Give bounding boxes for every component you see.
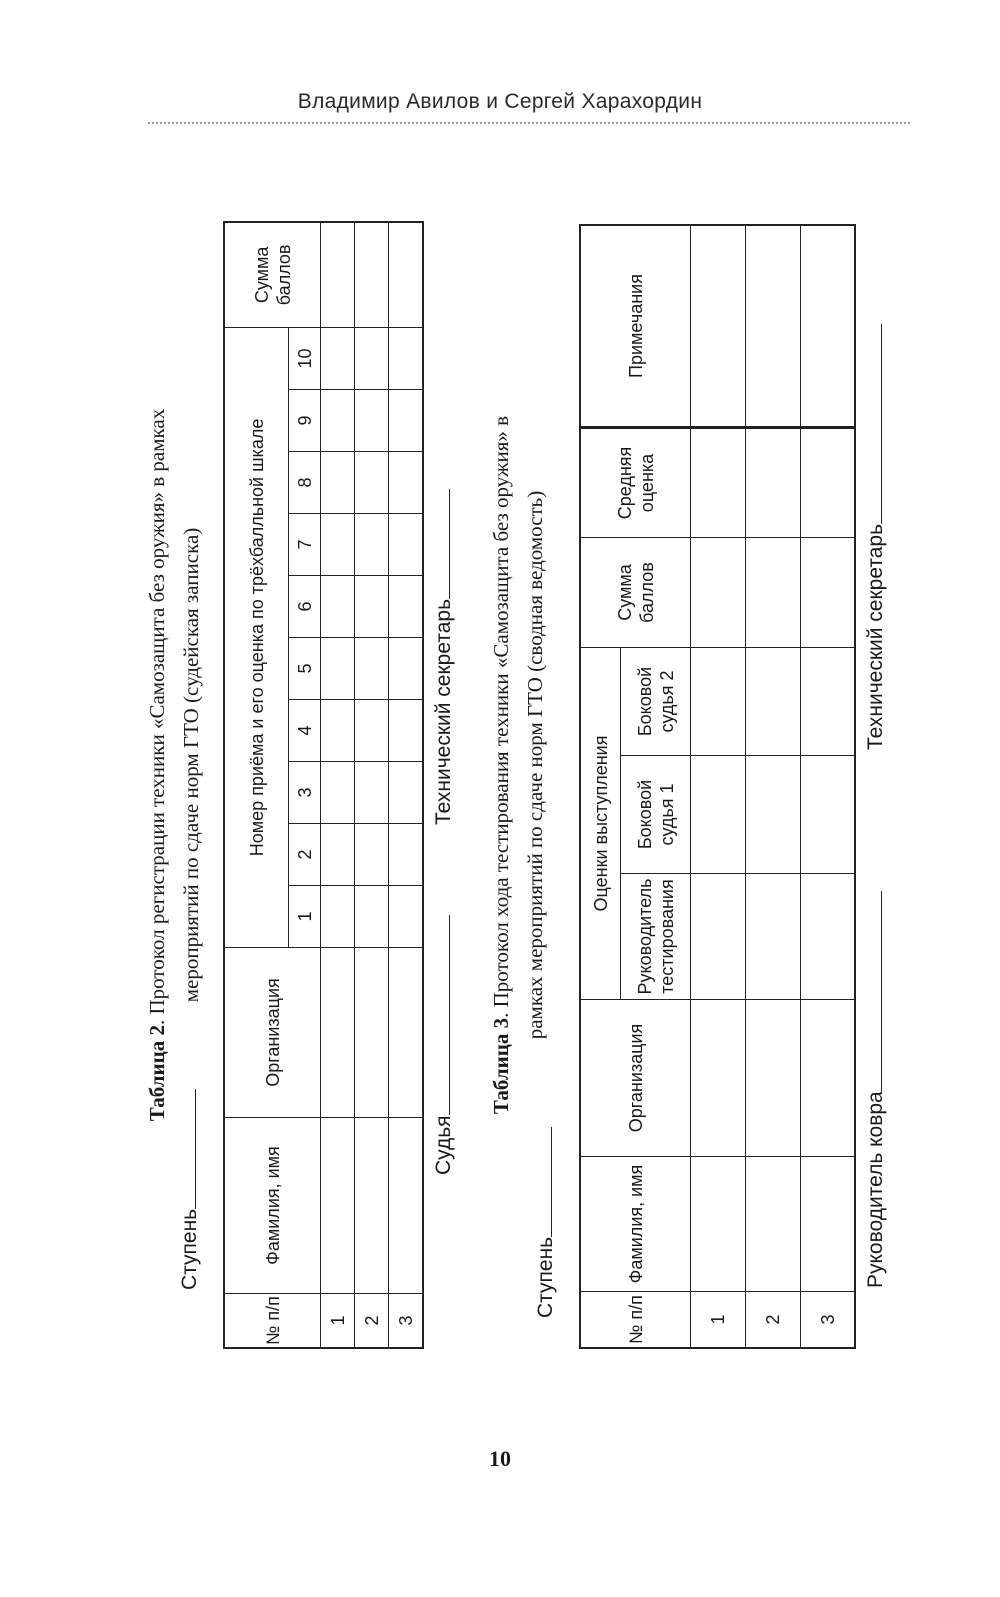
table3-secretary-label: Технический секретарь <box>864 523 887 750</box>
t2-tech-num: 3 <box>289 762 321 824</box>
t2-tech-num: 6 <box>289 576 321 638</box>
t2-tech-num: 5 <box>289 638 321 700</box>
t2-cell <box>321 700 355 762</box>
table2 <box>224 222 423 1348</box>
t2-tech-num: 2 <box>289 824 321 886</box>
t2-header-name: Фамилия, имя <box>225 1118 321 1294</box>
t3-row-num: 2 <box>746 1292 801 1348</box>
t2-cell <box>355 762 389 824</box>
table2-stage <box>178 1089 202 1290</box>
t3-cell <box>746 428 801 538</box>
t3-cell <box>691 874 746 1000</box>
t2-cell <box>355 1118 389 1294</box>
t2-row-num: 2 <box>355 1294 389 1348</box>
table3-caption-line1 <box>484 150 518 1380</box>
t2-cell <box>355 638 389 700</box>
t3-header-name: Фамилия, имя <box>581 1157 691 1292</box>
t3-cell <box>746 1157 801 1292</box>
t2-cell <box>321 327 355 389</box>
t2-tech-num: 4 <box>289 700 321 762</box>
t3-cell <box>691 538 746 648</box>
table2-stage-label: Ступень <box>178 1208 201 1290</box>
t3-cell <box>691 756 746 874</box>
t3-cell <box>801 428 855 538</box>
header-rule <box>148 122 910 124</box>
t2-tech-num: 8 <box>289 452 321 514</box>
t3-cell <box>746 226 801 428</box>
t2-cell <box>321 222 355 327</box>
t2-cell <box>355 948 389 1118</box>
table2-secretary-line <box>449 489 450 599</box>
t2-header-sum: Сумма баллов <box>225 222 321 327</box>
t3-cell <box>691 428 746 538</box>
t2-cell <box>389 1118 423 1294</box>
table2-caption-label: Таблица 2 <box>145 1025 169 1122</box>
table3-mat-head <box>864 891 888 1288</box>
table2-secretary <box>432 489 456 825</box>
table3-secretary-line <box>881 324 882 524</box>
t3-header-head: Руководитель тестирования <box>621 874 691 1000</box>
table3-stage <box>534 1127 558 1318</box>
t3-row-num: 3 <box>801 1292 855 1348</box>
table3-caption-line2: рамках мероприятий по сдаче норм ГТО (сводная ведомость) <box>523 490 547 1040</box>
t3-cell <box>746 874 801 1000</box>
t3-cell <box>801 1157 855 1292</box>
table2-judge-line <box>449 915 450 1115</box>
t2-cell <box>321 762 355 824</box>
t2-cell <box>355 390 389 452</box>
t2-cell <box>389 824 423 886</box>
t3-cell <box>801 648 855 756</box>
t3-header-side2: Боковой судья 2 <box>621 648 691 756</box>
t3-cell <box>746 1000 801 1157</box>
t3-cell <box>801 226 855 428</box>
t2-cell <box>355 514 389 576</box>
t2-cell <box>321 576 355 638</box>
t2-cell <box>321 824 355 886</box>
t3-header-num: № п/п <box>581 1292 691 1348</box>
t2-row-num: 3 <box>389 1294 423 1348</box>
t2-cell <box>389 514 423 576</box>
t2-cell <box>321 638 355 700</box>
t2-tech-num: 9 <box>289 390 321 452</box>
table-row <box>691 226 746 1348</box>
t3-cell <box>691 226 746 428</box>
t2-cell <box>355 327 389 389</box>
page-number: 10 <box>489 1446 511 1471</box>
t2-cell <box>355 452 389 514</box>
running-head: Владимир Авилов и Сергей Харахордин <box>297 90 703 113</box>
t2-header-num: № п/п <box>225 1294 321 1348</box>
table-row <box>355 222 389 1347</box>
t2-cell <box>321 886 355 948</box>
t3-header-org: Организация <box>581 1000 691 1157</box>
t2-cell <box>355 886 389 948</box>
table3-caption-label: Таблица 3 <box>489 1017 513 1115</box>
table2-caption-line1 <box>140 150 174 1380</box>
t2-cell <box>355 576 389 638</box>
t2-cell <box>389 700 423 762</box>
t3-header-scores: Оценки выступления <box>581 648 621 1000</box>
table3-mat-head-label: Руководитель ковра <box>864 1091 887 1288</box>
t2-cell <box>321 452 355 514</box>
table2-stage-line <box>195 1089 196 1209</box>
table3-mat-head-line <box>881 891 882 1091</box>
table-row <box>801 226 855 1348</box>
t3-header-side1: Боковой судья 1 <box>621 756 691 874</box>
t2-cell <box>389 886 423 948</box>
table2-judge <box>432 915 456 1175</box>
t3-header-avg: Средняя оценка <box>581 428 691 538</box>
t2-cell <box>389 327 423 389</box>
table-row <box>321 222 355 1347</box>
t3-header-sum: Сумма баллов <box>581 538 691 648</box>
t2-cell <box>389 452 423 514</box>
t2-tech-num: 10 <box>289 327 321 389</box>
t2-cell <box>389 762 423 824</box>
t2-row-num: 1 <box>321 1294 355 1348</box>
t2-header-technique: Номер приёма и его оценка по трёхбалльной шкале <box>225 327 289 947</box>
t3-cell <box>746 648 801 756</box>
t2-cell <box>321 948 355 1118</box>
t2-cell <box>389 948 423 1118</box>
rotated-content <box>140 150 887 1380</box>
table2-caption-text1: . Протокол регистрации техники «Самозащита без оружия» в рамках <box>145 408 169 1026</box>
table2-caption-line2: мероприятий по сдаче норм ГТО (судейская записка) <box>179 527 203 1003</box>
t2-header-org: Организация <box>225 948 321 1118</box>
t2-cell <box>321 390 355 452</box>
t2-cell <box>355 700 389 762</box>
table2-secretary-label: Технический секретарь <box>432 598 455 825</box>
t3-cell <box>801 874 855 1000</box>
t3-cell <box>691 648 746 756</box>
table3 <box>580 225 855 1348</box>
t2-cell <box>355 824 389 886</box>
t2-cell <box>321 1118 355 1294</box>
table3-secretary <box>864 324 888 750</box>
table3-stage-label: Ступень <box>534 1236 557 1318</box>
t3-cell <box>801 1000 855 1157</box>
t2-cell <box>389 222 423 327</box>
t2-cell <box>355 222 389 327</box>
t3-cell <box>691 1157 746 1292</box>
t2-cell <box>321 514 355 576</box>
t2-cell <box>389 638 423 700</box>
t3-cell <box>746 756 801 874</box>
t2-tech-num: 1 <box>289 886 321 948</box>
t3-cell <box>801 538 855 648</box>
t3-cell <box>691 1000 746 1157</box>
t2-tech-num: 7 <box>289 514 321 576</box>
table-row <box>389 222 423 1347</box>
t3-row-num: 1 <box>691 1292 746 1348</box>
t3-header-notes: Примечания <box>581 226 691 428</box>
t2-cell <box>389 390 423 452</box>
table-row <box>746 226 801 1348</box>
t3-cell <box>746 538 801 648</box>
t2-cell <box>389 576 423 638</box>
table3-caption-text1: . Протокол хода тестирования техники «Самозащита без оружия» в <box>489 415 513 1018</box>
table3-stage-line <box>551 1127 552 1237</box>
table2-judge-label: Судья <box>432 1115 455 1175</box>
t3-cell <box>801 756 855 874</box>
